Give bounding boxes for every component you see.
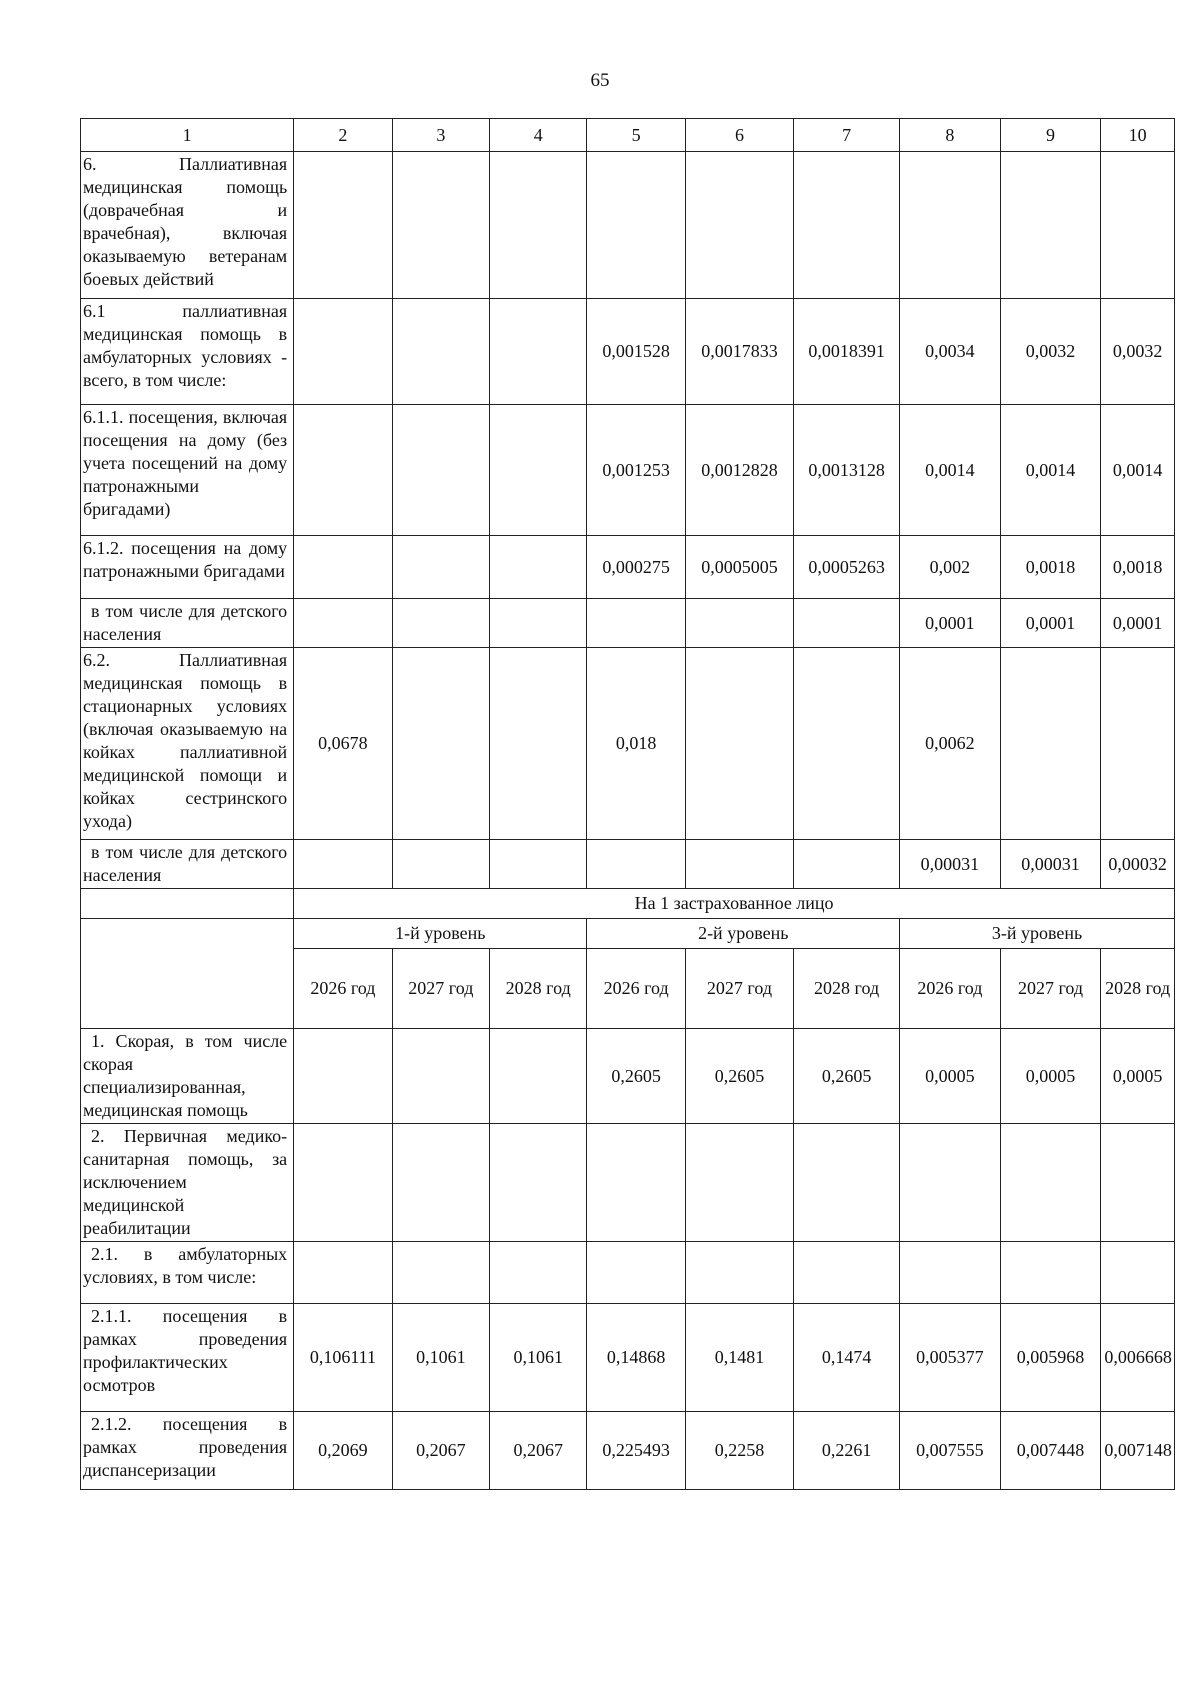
value-cell <box>794 599 900 648</box>
value-cell <box>294 599 392 648</box>
value-cell <box>1101 152 1175 299</box>
value-cell: 0,006668 <box>1101 1304 1175 1412</box>
value-cell <box>392 599 489 648</box>
row-label: 6.1 паллиативная медицинская помощь в амбулаторных условиях - всего, в том числе: <box>81 299 294 405</box>
value-cell: 0,0032 <box>1000 299 1101 405</box>
row-label: 6.1.2. посещения на дому патронажными бригадами <box>81 536 294 599</box>
column-number-header: 9 <box>1000 119 1101 152</box>
column-number-header: 1 <box>81 119 294 152</box>
value-cell: 0,1474 <box>794 1304 900 1412</box>
value-cell: 0,2605 <box>685 1029 793 1124</box>
value-cell <box>587 599 685 648</box>
row-label: 2.1.1. посещения в рамках проведения профилактических осмотров <box>81 1304 294 1412</box>
value-cell <box>490 1242 587 1304</box>
value-cell: 0,0012828 <box>685 405 793 536</box>
year-header: 2026 год <box>587 949 685 1029</box>
page-number: 65 <box>590 70 610 91</box>
value-cell: 0,001528 <box>587 299 685 405</box>
value-cell <box>1101 1242 1175 1304</box>
row-label: 6. Паллиативная медицинская помощь (доврачебная и врачебная), включая оказываемую ветеранам боевых действий <box>81 152 294 299</box>
table-row <box>81 1412 1175 1490</box>
value-cell <box>490 599 587 648</box>
value-cell <box>392 152 489 299</box>
value-cell: 0,2069 <box>294 1412 392 1490</box>
year-header: 2026 год <box>294 949 392 1029</box>
value-cell <box>392 1124 489 1242</box>
value-cell <box>392 1029 489 1124</box>
value-cell <box>685 599 793 648</box>
value-cell <box>1000 648 1101 840</box>
value-cell <box>685 152 793 299</box>
row-label: 2. Первичная медико-санитарная помощь, за исключением медицинской реабилитации <box>81 1124 294 1242</box>
value-cell: 0,2605 <box>794 1029 900 1124</box>
table-row <box>81 299 1175 405</box>
value-cell: 0,0005005 <box>685 536 793 599</box>
value-cell <box>490 299 587 405</box>
value-cell <box>587 840 685 889</box>
column-number-header: 4 <box>490 119 587 152</box>
value-cell: 0,00031 <box>1000 840 1101 889</box>
value-cell <box>490 536 587 599</box>
value-cell <box>900 1124 1001 1242</box>
year-header: 2027 год <box>392 949 489 1029</box>
column-number-header: 3 <box>392 119 489 152</box>
value-cell: 0,007448 <box>1000 1412 1101 1490</box>
table-row <box>81 599 1175 648</box>
year-header: 2028 год <box>490 949 587 1029</box>
value-cell <box>490 405 587 536</box>
table-row <box>81 1242 1175 1304</box>
table-row <box>81 1029 1175 1124</box>
row-label: 6.2. Паллиативная медицинская помощь в стационарных условиях (включая оказываемую на койках паллиативной медицинской помощи и койках сестринского ухода) <box>81 648 294 840</box>
value-cell: 0,018 <box>587 648 685 840</box>
column-number-header: 2 <box>294 119 392 152</box>
value-cell <box>490 840 587 889</box>
value-cell: 0,2258 <box>685 1412 793 1490</box>
value-cell <box>294 536 392 599</box>
value-cell <box>392 1242 489 1304</box>
value-cell: 0,0062 <box>900 648 1001 840</box>
value-cell <box>294 1242 392 1304</box>
value-cell <box>900 1242 1001 1304</box>
table-row <box>81 405 1175 536</box>
value-cell <box>490 648 587 840</box>
value-cell: 0,00031 <box>900 840 1001 889</box>
column-number-row <box>81 119 1175 152</box>
value-cell: 0,0678 <box>294 648 392 840</box>
year-header: 2028 год <box>794 949 900 1029</box>
value-cell: 0,2605 <box>587 1029 685 1124</box>
value-cell <box>294 152 392 299</box>
value-cell: 0,1061 <box>392 1304 489 1412</box>
section-header: На 1 застрахованное лицо <box>294 889 1175 919</box>
value-cell <box>1101 1124 1175 1242</box>
value-cell: 0,0034 <box>900 299 1001 405</box>
value-cell <box>294 299 392 405</box>
year-header: 2026 год <box>900 949 1001 1029</box>
value-cell: 0,0014 <box>1101 405 1175 536</box>
value-cell: 0,106111 <box>294 1304 392 1412</box>
value-cell: 0,0001 <box>900 599 1001 648</box>
value-cell <box>685 648 793 840</box>
column-number-header: 7 <box>794 119 900 152</box>
value-cell: 0,2067 <box>392 1412 489 1490</box>
value-cell: 0,0014 <box>1000 405 1101 536</box>
levels-row <box>81 919 1175 949</box>
value-cell: 0,0005 <box>900 1029 1001 1124</box>
table-row <box>81 648 1175 840</box>
column-number-header: 10 <box>1101 119 1175 152</box>
value-cell <box>1000 152 1101 299</box>
table-row <box>81 1304 1175 1412</box>
level-header: 3-й уровень <box>900 919 1175 949</box>
row-label: в том числе для детского населения <box>81 599 294 648</box>
value-cell <box>392 648 489 840</box>
value-cell <box>794 1242 900 1304</box>
table-row <box>81 536 1175 599</box>
value-cell: 0,0014 <box>900 405 1001 536</box>
year-header: 2027 год <box>685 949 793 1029</box>
value-cell: 0,1481 <box>685 1304 793 1412</box>
empty-label-cell <box>81 919 294 1029</box>
value-cell: 0,0001 <box>1000 599 1101 648</box>
value-cell: 0,14868 <box>587 1304 685 1412</box>
value-cell <box>392 536 489 599</box>
year-header: 2027 год <box>1000 949 1101 1029</box>
level-header: 1-й уровень <box>294 919 587 949</box>
value-cell: 0,2261 <box>794 1412 900 1490</box>
column-number-header: 5 <box>587 119 685 152</box>
value-cell: 0,1061 <box>490 1304 587 1412</box>
level-header: 2-й уровень <box>587 919 900 949</box>
column-number-header: 8 <box>900 119 1001 152</box>
value-cell <box>794 152 900 299</box>
value-cell: 0,0005263 <box>794 536 900 599</box>
row-label: 2.1.2. посещения в рамках проведения диспансеризации <box>81 1412 294 1490</box>
value-cell: 0,007148 <box>1101 1412 1175 1490</box>
value-cell <box>794 648 900 840</box>
value-cell: 0,0005 <box>1000 1029 1101 1124</box>
value-cell <box>392 299 489 405</box>
value-cell <box>587 152 685 299</box>
value-cell: 0,0017833 <box>685 299 793 405</box>
value-cell: 0,0032 <box>1101 299 1175 405</box>
column-number-header: 6 <box>685 119 793 152</box>
value-cell <box>294 840 392 889</box>
value-cell <box>587 1124 685 1242</box>
value-cell: 0,0018 <box>1101 536 1175 599</box>
row-label: 1. Скорая, в том числе скорая специализированная, медицинская помощь <box>81 1029 294 1124</box>
value-cell <box>294 1029 392 1124</box>
value-cell <box>294 1124 392 1242</box>
year-header: 2028 год <box>1101 949 1175 1029</box>
value-cell: 0,225493 <box>587 1412 685 1490</box>
table-row <box>81 840 1175 889</box>
value-cell: 0,000275 <box>587 536 685 599</box>
value-cell: 0,007555 <box>900 1412 1001 1490</box>
value-cell <box>490 1029 587 1124</box>
value-cell <box>1000 1242 1101 1304</box>
table-row <box>81 152 1175 299</box>
value-cell <box>685 840 793 889</box>
value-cell <box>794 1124 900 1242</box>
value-cell: 0,0005 <box>1101 1029 1175 1124</box>
row-label: в том числе для детского населения <box>81 840 294 889</box>
value-cell: 0,0018 <box>1000 536 1101 599</box>
data-table <box>80 118 1175 1490</box>
value-cell: 0,00032 <box>1101 840 1175 889</box>
value-cell <box>392 840 489 889</box>
value-cell: 0,002 <box>900 536 1001 599</box>
section-header-row <box>81 889 1175 919</box>
row-label: 6.1.1. посещения, включая посещения на дому (без учета посещений на дому патронажными бригадами) <box>81 405 294 536</box>
empty-label-cell <box>81 889 294 919</box>
value-cell <box>490 152 587 299</box>
value-cell <box>490 1124 587 1242</box>
value-cell <box>685 1242 793 1304</box>
value-cell: 0,2067 <box>490 1412 587 1490</box>
value-cell: 0,0018391 <box>794 299 900 405</box>
value-cell <box>794 840 900 889</box>
value-cell: 0,005377 <box>900 1304 1001 1412</box>
value-cell <box>1000 1124 1101 1242</box>
value-cell <box>392 405 489 536</box>
value-cell <box>900 152 1001 299</box>
value-cell <box>587 1242 685 1304</box>
row-label: 2.1. в амбулаторных условиях, в том числе: <box>81 1242 294 1304</box>
value-cell: 0,0013128 <box>794 405 900 536</box>
value-cell <box>1101 648 1175 840</box>
value-cell <box>294 405 392 536</box>
value-cell: 0,005968 <box>1000 1304 1101 1412</box>
value-cell <box>685 1124 793 1242</box>
table-row <box>81 1124 1175 1242</box>
value-cell: 0,001253 <box>587 405 685 536</box>
value-cell: 0,0001 <box>1101 599 1175 648</box>
